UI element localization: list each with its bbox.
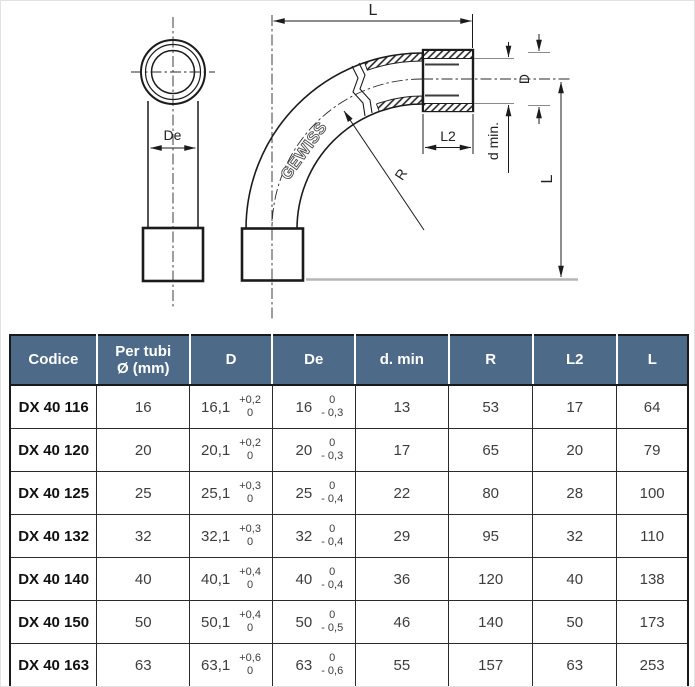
d-value: 50,1 (201, 613, 231, 631)
cell-per-tubi: 32 (97, 515, 190, 558)
d-value: 25,1 (201, 484, 231, 502)
cell-r: 120 (449, 558, 533, 601)
cell-de (272, 429, 355, 472)
de-tolerance: 0 - 0,3 (321, 394, 344, 419)
de-tolerance: 0 - 0,4 (321, 566, 344, 591)
table-row (10, 515, 688, 558)
cell-r: 65 (449, 429, 533, 472)
col-header-de: De (272, 335, 355, 385)
cell-de (272, 558, 355, 601)
col-header-per-tubi: Per tubi Ø (mm) (97, 335, 190, 385)
cell-l2: 63 (533, 644, 617, 687)
de-value: 20 (295, 441, 313, 459)
table-row (10, 472, 688, 515)
cell-l: 138 (617, 558, 688, 601)
cell-per-tubi: 16 (97, 385, 190, 429)
col-header-d-min: d. min (355, 335, 449, 385)
de-tolerance: 0 - 0,3 (321, 437, 344, 462)
cell-per-tubi: 20 (97, 429, 190, 472)
cell-l2: 50 (533, 601, 617, 644)
d-tolerance: +0,3 0 (239, 523, 261, 548)
cell-r: 95 (449, 515, 533, 558)
de-tolerance: 0 - 0,5 (321, 609, 344, 634)
de-value: 50 (295, 613, 313, 631)
cell-d (190, 644, 273, 687)
d-tolerance: +0,2 0 (239, 394, 261, 419)
de-tolerance: 0 - 0,4 (321, 523, 344, 548)
cell-d-min: 22 (355, 472, 449, 515)
cell-d (190, 385, 273, 429)
de-value: 16 (295, 398, 313, 416)
cell-d-min: 13 (355, 385, 449, 429)
cell-code: DX 40 132 (10, 515, 97, 558)
label-de: De (163, 127, 182, 143)
cell-l2: 17 (533, 385, 617, 429)
cell-de (272, 472, 355, 515)
d-tolerance: +0,6 0 (239, 652, 261, 677)
d-tolerance: +0,4 0 (239, 566, 261, 591)
col-header-codice: Codice (10, 335, 97, 385)
cell-d-min: 29 (355, 515, 449, 558)
socket-top-hatch-lower (424, 104, 472, 112)
d-tolerance: +0,4 0 (239, 609, 261, 634)
cell-per-tubi: 63 (97, 644, 190, 687)
cell-de (272, 644, 355, 687)
cell-l2: 28 (533, 472, 617, 515)
col-header-d: D (190, 335, 273, 385)
cell-l2: 40 (533, 558, 617, 601)
cell-d-min: 17 (355, 429, 449, 472)
cell-d-min: 46 (355, 601, 449, 644)
d-value: 16,1 (201, 398, 231, 416)
label-r: R (391, 165, 411, 183)
cell-l: 253 (617, 644, 688, 687)
col-header-l: L (617, 335, 688, 385)
cell-l2: 20 (533, 429, 617, 472)
socket-bottom (242, 229, 303, 281)
cell-de (272, 385, 355, 429)
cell-code: DX 40 120 (10, 429, 97, 472)
label-d: D (516, 73, 532, 85)
technical-drawing (1, 1, 695, 333)
cell-code: DX 40 125 (10, 472, 97, 515)
col-header-l2: L2 (533, 335, 617, 385)
cell-l: 173 (617, 601, 688, 644)
dimensions-table (9, 334, 689, 687)
break-line-1 (359, 63, 372, 113)
de-value: 63 (295, 656, 313, 674)
brand-logo: GEWISS (277, 119, 331, 184)
cell-code: DX 40 140 (10, 558, 97, 601)
label-l-right: L (539, 174, 556, 184)
cell-de (272, 515, 355, 558)
cell-per-tubi: 40 (97, 558, 190, 601)
d-value: 32,1 (201, 527, 231, 545)
cell-code: DX 40 116 (10, 385, 97, 429)
table-row (10, 385, 688, 429)
cell-d (190, 429, 273, 472)
cell-d (190, 601, 273, 644)
label-l-top: L (368, 2, 378, 19)
cell-l: 64 (617, 385, 688, 429)
col-header-r: R (449, 335, 533, 385)
de-tolerance: 0 - 0,4 (321, 480, 344, 505)
cell-d (190, 558, 273, 601)
table-row (10, 644, 688, 687)
de-value: 40 (295, 570, 313, 588)
cell-code: DX 40 150 (10, 601, 97, 644)
cell-l2: 32 (533, 515, 617, 558)
table-header-row (10, 335, 688, 385)
cell-d-min: 55 (355, 644, 449, 687)
cell-r: 53 (449, 385, 533, 429)
table-section (1, 333, 694, 687)
socket-top-hatch-upper (424, 51, 472, 59)
table-row (10, 601, 688, 644)
label-d-min: d min. (485, 121, 501, 161)
cell-l: 100 (617, 472, 688, 515)
de-value: 25 (295, 484, 313, 502)
de-value: 32 (295, 527, 313, 545)
table-row (10, 429, 688, 472)
table-body (10, 385, 688, 687)
cell-l: 79 (617, 429, 688, 472)
table-row (10, 558, 688, 601)
d-value: 63,1 (201, 656, 231, 674)
cell-d (190, 515, 273, 558)
de-tolerance: 0 - 0,6 (321, 652, 344, 677)
cell-de (272, 601, 355, 644)
d-value: 40,1 (201, 570, 231, 588)
cell-per-tubi: 25 (97, 472, 190, 515)
cell-l: 110 (617, 515, 688, 558)
cell-d-min: 36 (355, 558, 449, 601)
cell-per-tubi: 50 (97, 601, 190, 644)
d-tolerance: +0,3 0 (239, 480, 261, 505)
cell-code: DX 40 163 (10, 644, 97, 687)
cell-r: 140 (449, 601, 533, 644)
cell-r: 80 (449, 472, 533, 515)
r-radius-line (344, 111, 424, 230)
cell-r: 157 (449, 644, 533, 687)
d-tolerance: +0,2 0 (239, 437, 261, 462)
cell-d (190, 472, 273, 515)
socket-top (423, 50, 473, 111)
d-value: 20,1 (201, 441, 231, 459)
label-l2: L2 (440, 128, 456, 144)
